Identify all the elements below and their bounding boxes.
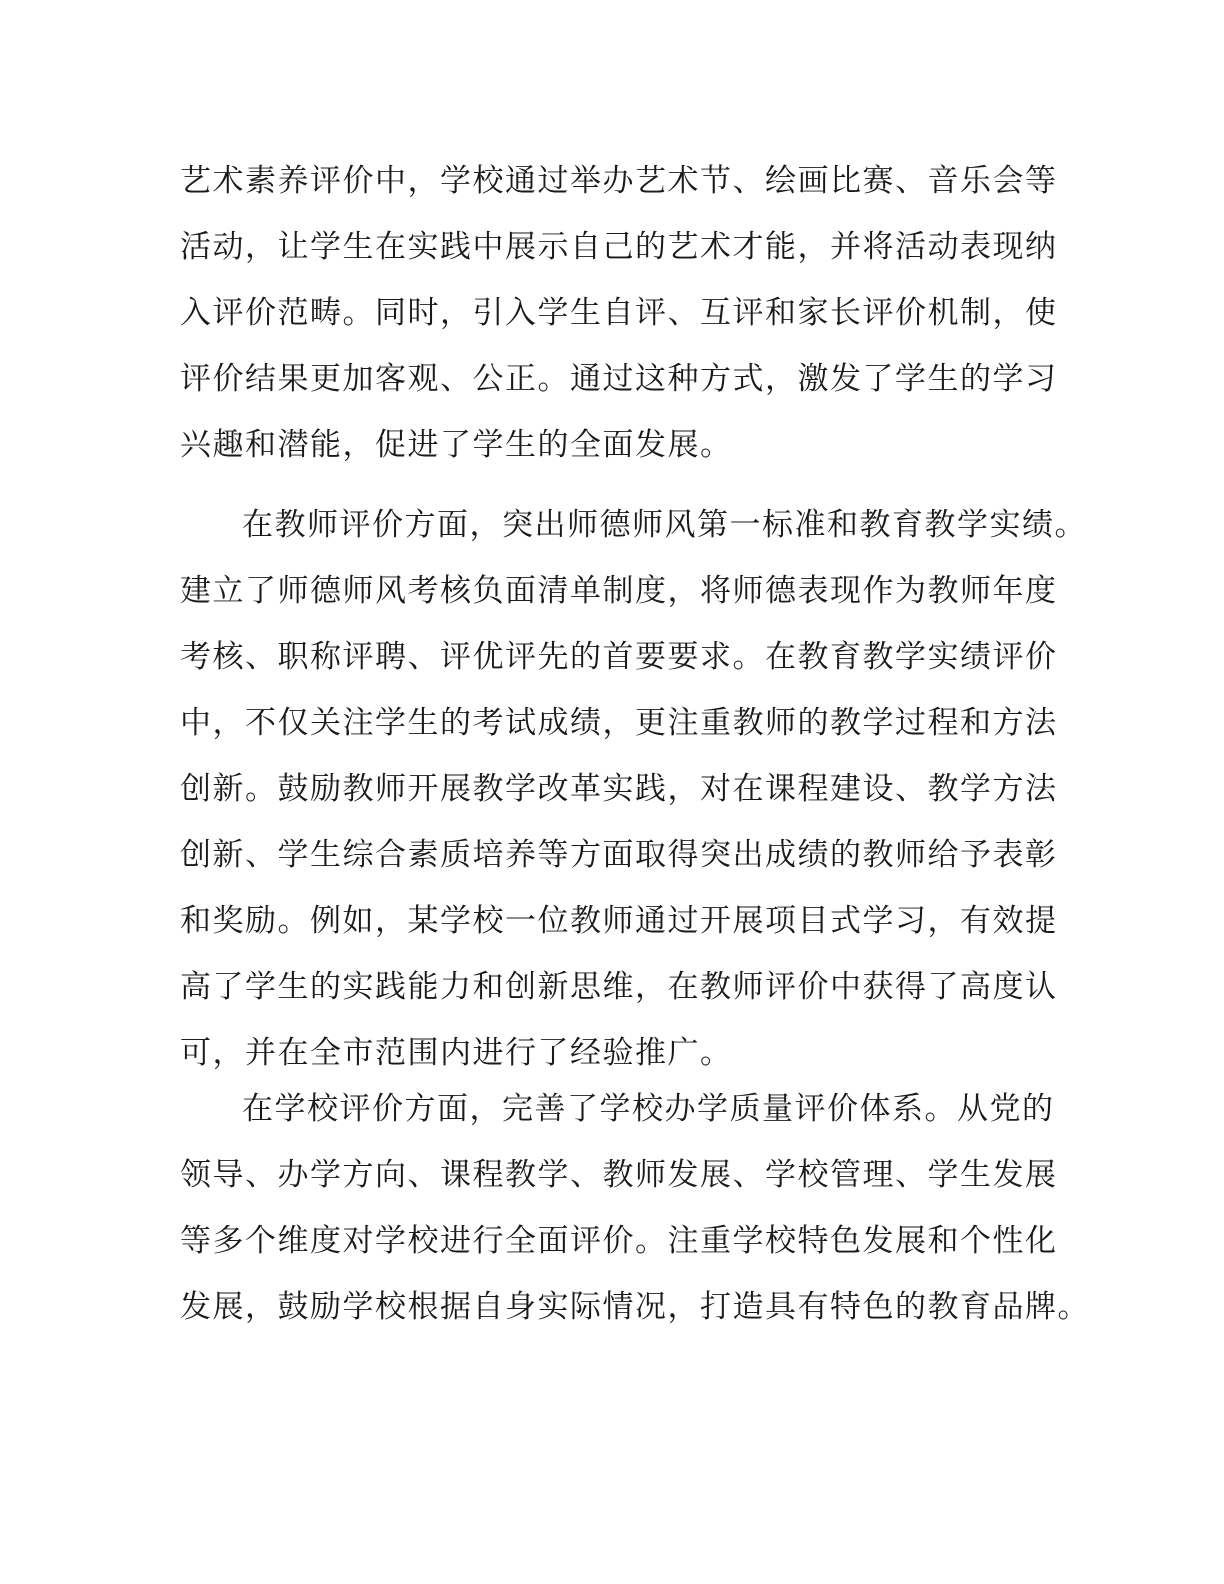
text-line: 高了学生的实践能力和创新思维，在教师评价中获得了高度认: [180, 969, 1058, 1005]
paragraph-art-evaluation: [180, 148, 1058, 478]
text-line: 兴趣和潜能，促进了学生的全面发展。: [180, 427, 733, 463]
text-line: 和奖励。例如，某学校一位教师通过开展项目式学习，有效提: [180, 903, 1058, 939]
text-line: 艺术素养评价中，学校通过举办艺术节、绘画比赛、音乐会等: [180, 163, 1058, 199]
text-line: 创新、学生综合素质培养等方面取得突出成绩的教师给予表彰: [180, 837, 1058, 873]
text-line: 发展，鼓励学校根据自身实际情况，打造具有特色的教育品牌。: [180, 1289, 1090, 1325]
text-line: 评价结果更加客观、公正。通过这种方式，激发了学生的学习: [180, 361, 1058, 397]
text-line: 中，不仅关注学生的考试成绩，更注重教师的教学过程和方法: [180, 705, 1058, 741]
text-line: 活动，让学生在实践中展示自己的艺术才能，并将活动表现纳: [180, 229, 1058, 265]
text-line: 考核、职称评聘、评优评先的首要要求。在教育教学实绩评价: [180, 639, 1058, 675]
text-line: 在教师评价方面，突出师德师风第一标准和教育教学实绩。: [242, 507, 1087, 543]
text-line: 建立了师德师风考核负面清单制度，将师德表现作为教师年度: [180, 573, 1058, 609]
text-line: 领导、办学方向、课程教学、教师发展、学校管理、学生发展: [180, 1157, 1058, 1193]
text-line: 在学校评价方面，完善了学校办学质量评价体系。从党的: [242, 1091, 1055, 1127]
text-line: 创新。鼓励教师开展教学改革实践，对在课程建设、教学方法: [180, 771, 1058, 807]
text-line: 等多个维度对学校进行全面评价。注重学校特色发展和个性化: [180, 1223, 1058, 1259]
paragraph-teacher-evaluation: [180, 492, 1087, 1086]
text-line: 可，并在全市范围内进行了经验推广。: [180, 1035, 733, 1071]
paragraph-school-evaluation: [180, 1076, 1090, 1340]
text-line: 入评价范畴。同时，引入学生自评、互评和家长评价机制，使: [180, 295, 1058, 331]
